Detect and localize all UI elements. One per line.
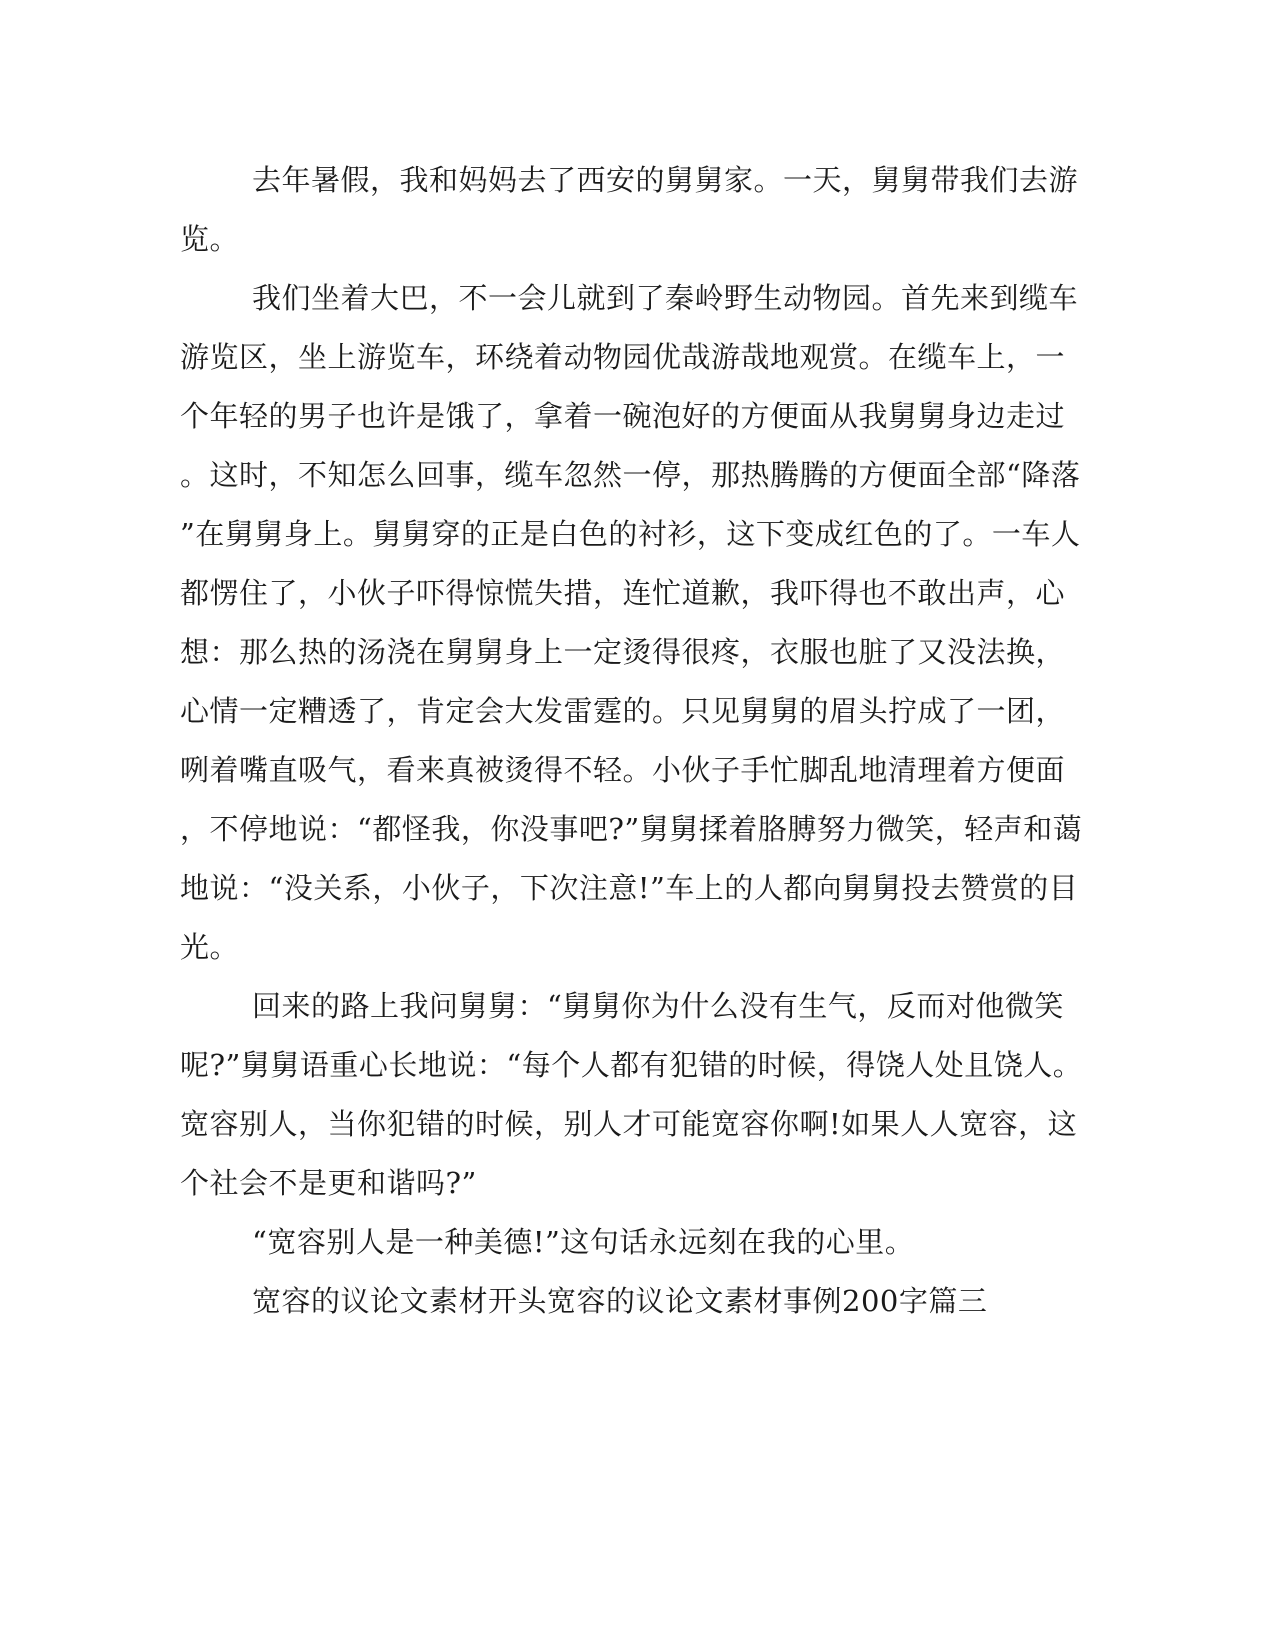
- paragraph-1-line-2: 览。: [180, 222, 240, 256]
- paragraph-2-line-10: ，不停地说：“都怪我，你没事吧?”舅舅揉着胳膊努力微笑，轻声和蔼: [180, 812, 1083, 846]
- paragraph-2-line-2: 游览区，坐上游览车，环绕着动物园优哉游哉地观赏。在缆车上，一: [180, 340, 1066, 374]
- section-heading: 宽容的议论文素材开头宽容的议论文素材事例200字篇三: [252, 1284, 988, 1318]
- paragraph-2-line-3: 个年轻的男子也许是饿了，拿着一碗泡好的方便面从我舅舅身边走过: [180, 399, 1066, 433]
- paragraph-3-line-3: 宽容别人，当你犯错的时候，别人才可能宽容你啊!如果人人宽容，这: [180, 1107, 1078, 1141]
- paragraph-2-line-5: ”在舅舅身上。舅舅穿的正是白色的衬衫，这下变成红色的了。一车人: [180, 517, 1081, 551]
- paragraph-3-line-2: 呢?”舅舅语重心长地说：“每个人都有犯错的时候，得饶人处且饶人。: [180, 1048, 1083, 1082]
- paragraph-1-line-1: 去年暑假，我和妈妈去了西安的舅舅家。一天，舅舅带我们去游: [252, 163, 1079, 197]
- paragraph-2-line-4: 。这时，不知怎么回事，缆车忽然一停，那热腾腾的方便面全部“降落: [180, 458, 1081, 492]
- paragraph-2-line-7: 想：那么热的汤浇在舅舅身上一定烫得很疼，衣服也脏了又没法换，: [180, 635, 1066, 669]
- paragraph-2-line-8: 心情一定糟透了，肯定会大发雷霆的。只见舅舅的眉头拧成了一团，: [180, 694, 1066, 728]
- paragraph-2-line-12: 光。: [180, 930, 240, 964]
- paragraph-2-line-6: 都愣住了，小伙子吓得惊慌失措，连忙道歉，我吓得也不敢出声，心: [180, 576, 1066, 610]
- paragraph-3-line-4: 个社会不是更和谐吗?”: [180, 1166, 477, 1200]
- paragraph-3-line-1: 回来的路上我问舅舅：“舅舅你为什么没有生气，反而对他微笑: [252, 989, 1064, 1023]
- paragraph-2-line-9: 咧着嘴直吸气，看来真被烫得不轻。小伙子手忙脚乱地清理着方便面: [180, 753, 1066, 787]
- paragraph-2-line-11: 地说：“没关系，小伙子，下次注意!”车上的人都向舅舅投去赞赏的目: [180, 871, 1079, 905]
- paragraph-4-line-1: “宽容别人是一种美德!”这句话永远刻在我的心里。: [252, 1225, 915, 1259]
- paragraph-2-line-1: 我们坐着大巴，不一会儿就到了秦岭野生动物园。首先来到缆车: [252, 281, 1079, 315]
